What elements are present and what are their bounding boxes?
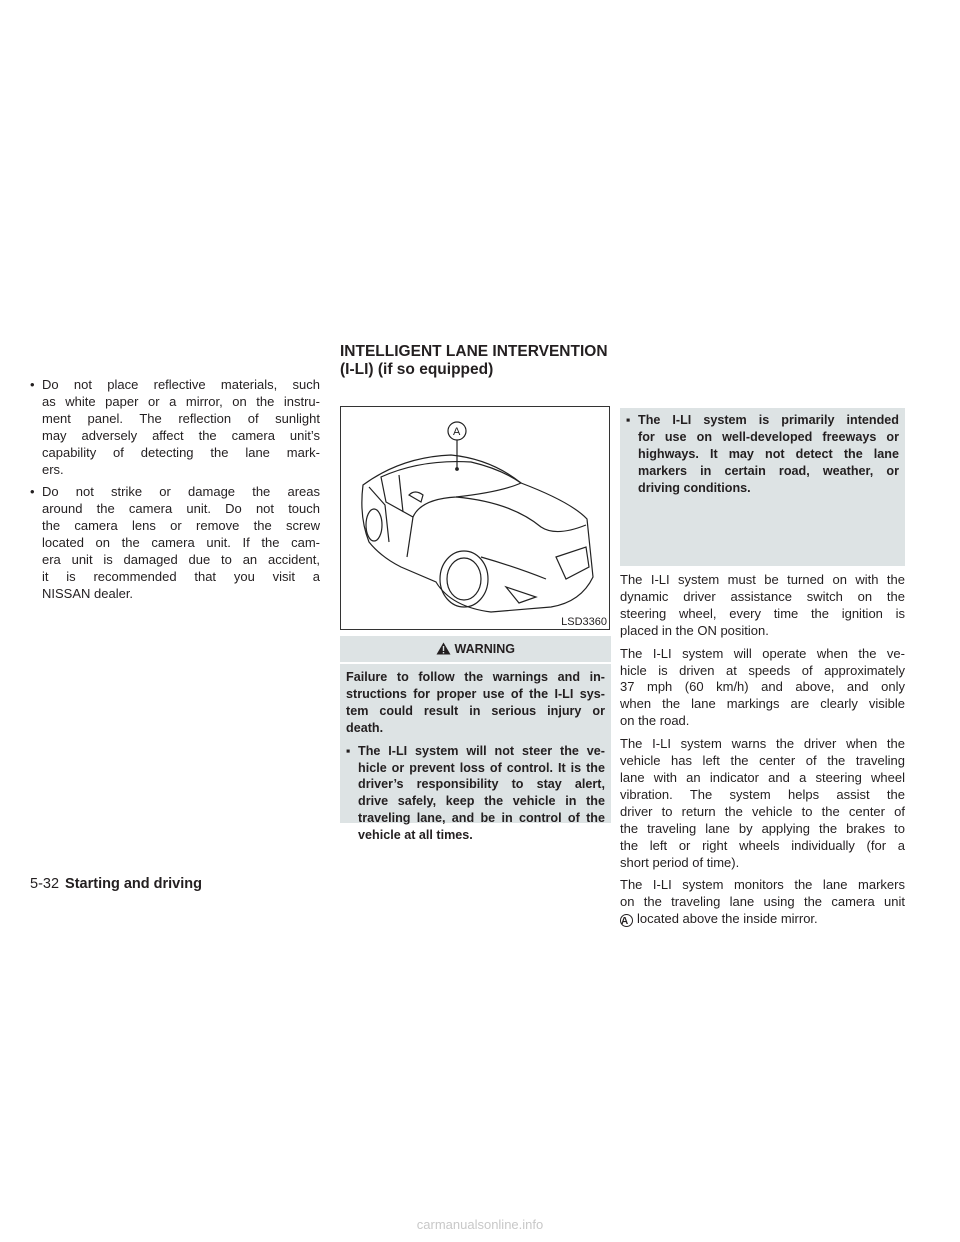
figure-code: LSD3360 (561, 616, 607, 628)
text-line: on the road. (620, 713, 690, 729)
text-line: may adversely affect the camera unit’s (42, 427, 320, 443)
text-line: The I-LI system warns the driver when the (620, 736, 905, 752)
bullet-item (30, 484, 320, 602)
text-line: NISSAN dealer. (42, 585, 134, 601)
bullet-icon: • (30, 377, 35, 392)
text-line: highways. It may not detect the lane (638, 446, 899, 461)
text-line: structions for proper use of the I-LI sys- (346, 686, 605, 701)
warning-header (340, 636, 611, 664)
text-line: 37 mph (60 km/h) and above, and only (620, 679, 905, 695)
callout-a: A (453, 426, 461, 438)
text-line: the camera lens or remove the screw (42, 518, 320, 534)
text-line: tem could result in serious injury or (346, 703, 605, 718)
text-line: lane with an indicator and a steering wheel (620, 769, 905, 785)
page-number: 5-32 (30, 876, 60, 892)
text-line: death. (346, 720, 384, 735)
watermark: carmanualsonline.info (416, 1217, 544, 1232)
warning-title: WARNING (454, 642, 515, 656)
text-line: placed in the ON position. (620, 622, 769, 638)
text-line: driver’s responsibility to stay alert, (358, 777, 605, 792)
text-line: ers. (42, 461, 64, 477)
paragraph (620, 736, 905, 871)
car-camera-figure (340, 406, 610, 630)
text-line: when the lane markings are clearly visible (620, 696, 905, 712)
right-column (620, 572, 905, 934)
text-line: on the traveling lane using the camera unit (620, 894, 905, 910)
warning-box (340, 636, 611, 843)
text-line: as white paper or a mirror, on the instru- (42, 393, 320, 409)
text-line: driver to return the vehicle to the center of (620, 803, 905, 819)
text-line: the traveling lane by applying the brakes to (620, 820, 905, 836)
warning-intro (346, 669, 605, 737)
warning-continuation-box (620, 408, 905, 566)
text-line: Failure to follow the warnings and in- (346, 670, 605, 684)
text-line: traveling lane, and be in control of the (358, 811, 605, 826)
text-line: ment panel. The reflection of sunlight (42, 410, 320, 426)
section-title: Starting and driving (65, 876, 202, 892)
text-line: The I-LI system is primarily intended (638, 413, 899, 427)
text-line: Do not place reflective materials, such (42, 377, 320, 392)
callout-a-icon: A (620, 914, 633, 927)
text-line: located on the camera unit. If the cam- (42, 535, 320, 551)
text-line: The I-LI system will operate when the ve- (620, 645, 905, 661)
left-column (30, 377, 320, 609)
text-line-content: located above the inside mirror. (637, 911, 818, 927)
section-heading (340, 343, 608, 379)
paragraph (620, 572, 905, 640)
text-line: short period of time). (620, 854, 740, 870)
text-line (620, 911, 905, 928)
text-line: dynamic driver assistance switch on the (620, 588, 905, 604)
bullet-icon: ▪ (346, 743, 351, 758)
warning-triangle-icon (436, 642, 451, 655)
text-line: markers in certain road, weather, or (638, 463, 899, 478)
heading-line: (I-LI) (if so equipped) (340, 361, 494, 378)
text-line: The I-LI system will not steer the ve- (358, 743, 605, 758)
text-line: The I-LI system must be turned on with the (620, 572, 905, 587)
warning-body (340, 664, 611, 844)
text-line: The I-LI system monitors the lane markers (620, 877, 905, 893)
bullet-icon: ▪ (626, 413, 631, 427)
text-line: for use on well-developed freeways or (638, 429, 899, 444)
car-illustration (341, 407, 609, 629)
text-line: hicle or prevent loss of control. It is the (358, 760, 605, 775)
text-line: the left or right wheels individually (for a (620, 837, 905, 853)
heading-line: INTELLIGENT LANE INTERVENTION (340, 343, 608, 360)
page-footer (30, 876, 202, 892)
text-line: vehicle at all times. (358, 828, 473, 843)
bullet-icon: • (30, 484, 35, 500)
warning-bullet (346, 743, 605, 844)
text-line: era unit is damaged due to an accident, (42, 552, 320, 568)
text-line: capability of detecting the lane mark- (42, 444, 320, 460)
text-line: vibration. The system helps assist the (620, 786, 905, 802)
paragraph (620, 646, 905, 731)
text-line: vehicle has left the center of the traveling (620, 753, 905, 769)
text-line: steering wheel, every time the ignition is (620, 605, 905, 621)
bullet-item (30, 377, 320, 478)
warning-bullet (626, 412, 899, 497)
text-line: it is recommended that you visit a (42, 568, 320, 584)
paragraph (620, 877, 905, 928)
text-line: around the camera unit. Do not touch (42, 501, 320, 517)
text-line: driving conditions. (638, 480, 751, 495)
text-line: drive safely, keep the vehicle in the (358, 794, 605, 809)
text-line: hicle is driven at speeds of approximately (620, 662, 905, 678)
text-line: Do not strike or damage the areas (42, 484, 320, 500)
